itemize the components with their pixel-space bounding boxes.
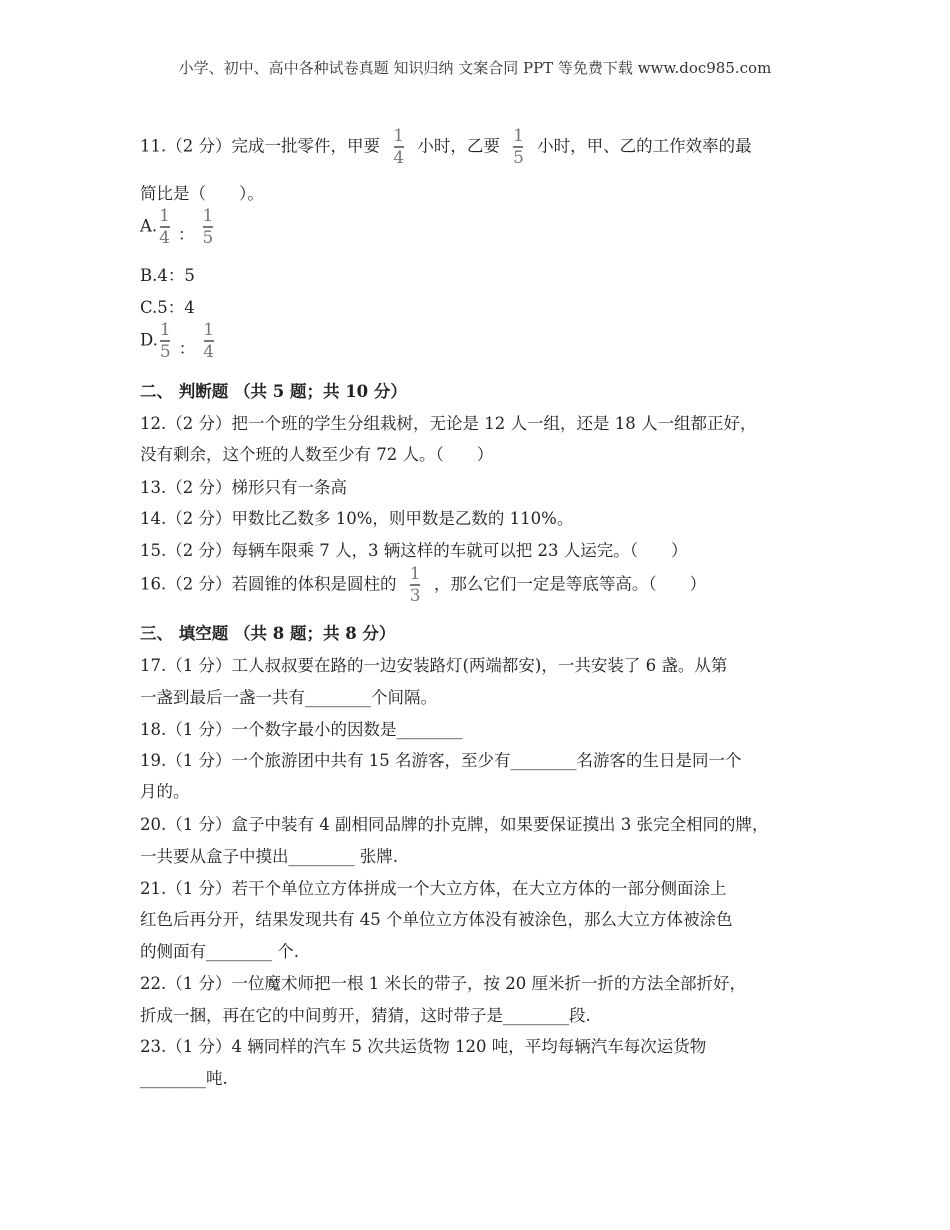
question-19-line-1: 19.（1 分）一个旅游团中共有 15 名游客，至少有________名游客的生日是同一个 xyxy=(140,751,742,770)
fraction-1-5 xyxy=(513,128,524,166)
section-heading-fill-in: 三、 填空题 （共 8 题；共 8 分） xyxy=(140,624,396,643)
question-17-line-2: 一盏到最后一盏一共有________个间隔。 xyxy=(140,688,437,707)
question-22-line-2: 折成一捆，再在它的中间剪开，猜猜，这时带子是________段. xyxy=(140,1006,591,1025)
question-14: 14.（2 分）甲数比乙数多 10%，则甲数是乙数的 110%。 xyxy=(140,509,574,528)
q11-text-a: 11.（2 分）完成一批零件，甲要 xyxy=(140,136,380,156)
q11-text-c: 小时，甲、乙的工作效率的最 xyxy=(537,136,752,156)
fraction-1-4 xyxy=(203,322,214,360)
denominator: 4 xyxy=(203,342,215,362)
denominator: 4 xyxy=(393,148,405,168)
numerator: 1 xyxy=(409,564,421,584)
section-heading-judgement: 二、 判断题 （共 5 题；共 10 分） xyxy=(140,382,407,401)
fraction-1-4 xyxy=(393,128,404,166)
question-21-line-2: 红色后再分开，结果发现共有 45 个单位立方体没有被涂色，那么大立方体被涂色 xyxy=(140,910,733,929)
question-11-line-2: 简比是（ ）。 xyxy=(140,184,264,203)
question-20-line-1: 20.（1 分）盒子中装有 4 副相同品牌的扑克牌，如果要保证摸出 3 张完全相同的牌， xyxy=(140,815,769,834)
question-11-line-1 xyxy=(140,128,752,166)
question-21-line-3: 的侧面有________ 个. xyxy=(140,942,299,961)
fraction-1-5 xyxy=(160,322,171,360)
denominator: 5 xyxy=(513,148,524,168)
question-16 xyxy=(140,566,706,604)
numerator: 1 xyxy=(159,320,171,340)
option-d xyxy=(140,322,222,360)
q16-text-a: 16.（2 分）若圆锥的体积是圆柱的 xyxy=(140,574,397,594)
page-header: 小学、初中、高中各种试卷真题 知识归纳 文案合同 PPT 等免费下载 www.doc985.com xyxy=(178,59,772,77)
q16-text-b: ，那么它们一定是等底等高。（ ） xyxy=(433,574,707,594)
fraction-1-5 xyxy=(203,208,214,246)
option-c: C.5：4 xyxy=(140,298,195,317)
option-label: D. xyxy=(140,330,158,350)
fraction-1-4 xyxy=(159,208,170,246)
question-13: 13.（2 分）梯形只有一条高 xyxy=(140,478,347,497)
question-17-line-1: 17.（1 分）工人叔叔要在路的一边安装路灯(两端都安)，一共安装了 6 盏。从第 xyxy=(140,656,728,675)
question-12-line-1: 12.（2 分）把一个班的学生分组栽树，无论是 12 人一组，还是 18 人一组都正好， xyxy=(140,414,757,433)
question-19-line-2: 月的。 xyxy=(140,782,190,801)
denominator: 3 xyxy=(409,586,421,606)
ratio-separator: ： xyxy=(178,224,195,244)
question-18: 18.（1 分）一个数字最小的因数是________ xyxy=(140,720,463,739)
question-22-line-1: 22.（1 分）一位魔术师把一根 1 米长的带子，按 20 厘米折一折的方法全部折好， xyxy=(140,974,746,993)
numerator: 1 xyxy=(202,206,214,226)
option-b: B.4：5 xyxy=(140,266,195,285)
question-12-line-2: 没有剩余，这个班的人数至少有 72 人。（ ） xyxy=(140,445,494,464)
question-23-line-2: ________吨. xyxy=(140,1069,228,1088)
denominator: 5 xyxy=(159,342,171,362)
fraction-1-3 xyxy=(410,566,421,604)
option-a xyxy=(140,208,221,246)
question-15: 15.（2 分）每辆车限乘 7 人，3 辆这样的车就可以把 23 人运完。（ ） xyxy=(140,541,688,560)
numerator: 1 xyxy=(203,320,215,340)
numerator: 1 xyxy=(159,206,170,226)
denominator: 5 xyxy=(202,228,214,248)
ratio-separator: ： xyxy=(178,338,196,358)
denominator: 4 xyxy=(159,228,170,248)
numerator: 1 xyxy=(513,126,524,146)
option-label: A. xyxy=(140,216,158,236)
question-21-line-1: 21.（1 分）若干个单位立方体拼成一个大立方体，在大立方体的一部分侧面涂上 xyxy=(140,879,727,898)
numerator: 1 xyxy=(393,126,405,146)
question-20-line-2: 一共要从盒子中摸出________ 张牌. xyxy=(140,847,398,866)
q11-text-b: 小时，乙要 xyxy=(417,136,500,156)
question-23-line-1: 23.（1 分）4 辆同样的汽车 5 次共运货物 120 吨，平均每辆汽车每次运货物 xyxy=(140,1037,707,1056)
